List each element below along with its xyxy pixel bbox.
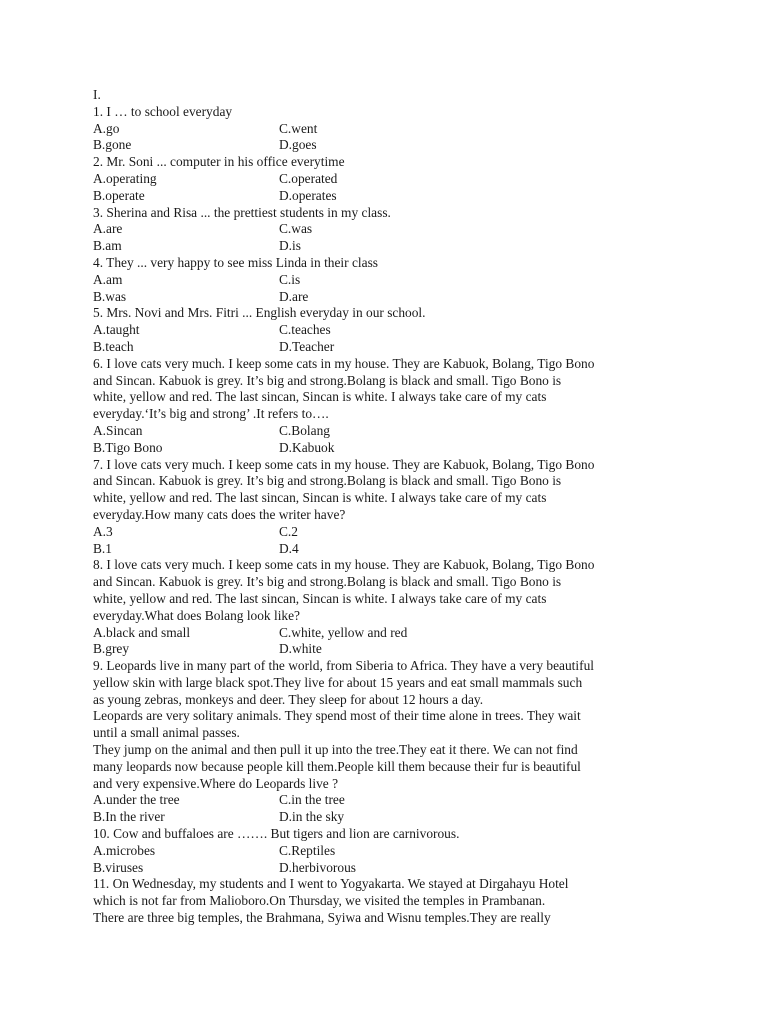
answer-option: D.operates: [279, 187, 337, 203]
answer-options-row: [93, 272, 693, 289]
answer-options-row: [93, 423, 693, 440]
answer-option: C.was: [279, 221, 313, 237]
question-text-line: and very expensive.Where do Leopards live ?: [93, 775, 339, 791]
answer-option: B.grey: [93, 641, 130, 657]
answer-option: D.white: [279, 641, 322, 657]
answer-option: B.was: [93, 288, 127, 304]
answer-options-row: [93, 171, 693, 188]
answer-option: D.Teacher: [279, 338, 335, 354]
answer-options-row: [93, 860, 693, 877]
question-text-line: 4. They ... very happy to see miss Linda in their class: [93, 254, 378, 270]
answer-option: C.teaches: [279, 322, 331, 338]
answer-option: A.taught: [93, 322, 140, 338]
question-text-line: 7. I love cats very much. I keep some cats in my house. They are Kabuok, Bolang, Tigo Bono: [93, 456, 595, 472]
question-text-line: many leopards now because people kill them.People kill them because their fur is beautiful: [93, 758, 581, 774]
answer-option: C.is: [279, 271, 301, 287]
answer-option: B.gone: [93, 137, 132, 153]
answer-option: A.under the tree: [93, 792, 180, 808]
answer-option: A.microbes: [93, 842, 156, 858]
question-text-line: and Sincan. Kabuok is grey. It’s big and strong.Bolang is black and small. Tigo Bono is: [93, 574, 562, 590]
question-text-line: There are three big temples, the Brahmana, Syiwa and Wisnu temples.They are really: [93, 910, 551, 926]
answer-options-row: [93, 289, 693, 306]
question-text-line: which is not far from Malioboro.On Thursday, we visited the temples in Prambanan.: [93, 893, 546, 909]
answer-option: D.herbivorous: [279, 859, 356, 875]
answer-option: A.operating: [93, 170, 157, 186]
answer-options-row: [93, 843, 693, 860]
answer-option: A.am: [93, 271, 123, 287]
answer-options-row: [93, 524, 693, 541]
answer-options-row: [93, 792, 693, 809]
answer-option: D.are: [279, 288, 309, 304]
answer-option: C.went: [279, 120, 318, 136]
answer-option: B.operate: [93, 187, 145, 203]
question-text-line: 6. I love cats very much. I keep some cats in my house. They are Kabuok, Bolang, Tigo Bono: [93, 355, 595, 371]
answer-option: D.4: [279, 540, 299, 556]
answer-options-row: [93, 541, 693, 558]
answer-option: A.are: [93, 221, 123, 237]
question-text-line: everyday.How many cats does the writer have?: [93, 506, 346, 522]
answer-options-row: [93, 188, 693, 205]
answer-option: B.Tigo Bono: [93, 439, 163, 455]
question-text-line: everyday.‘It’s big and strong’ .It refers to….: [93, 406, 329, 422]
worksheet-page: [93, 87, 693, 927]
question-text-line: yellow skin with large black spot.They live for about 15 years and eat small mammals such: [93, 674, 583, 690]
question-text-line: everyday.What does Bolang look like?: [93, 607, 300, 623]
question-text-line: 3. Sherina and Risa ... the prettiest students in my class.: [93, 204, 391, 220]
question-text-line: until a small animal passes.: [93, 725, 240, 741]
answer-option: C.2: [279, 523, 298, 539]
answer-options-row: [93, 809, 693, 826]
answer-options-row: [93, 322, 693, 339]
answer-option: B.teach: [93, 338, 134, 354]
question-text-line: Leopards are very solitary animals. They spend most of their time alone in trees. They wait: [93, 708, 581, 724]
question-text-line: white, yellow and red. The last sincan, Sincan is white. I always take care of my cats: [93, 490, 547, 506]
answer-option: B.am: [93, 238, 122, 254]
answer-options-row: [93, 440, 693, 457]
answer-option: C.white, yellow and red: [279, 624, 408, 640]
question-text-line: 10. Cow and buffaloes are ……. But tigers and lion are carnivorous.: [93, 826, 460, 842]
question-text-line: and Sincan. Kabuok is grey. It’s big and strong.Bolang is black and small. Tigo Bono is: [93, 473, 562, 489]
question-text-line: 1. I … to school everyday: [93, 103, 233, 119]
answer-option: B.In the river: [93, 809, 165, 825]
answer-option: A.Sincan: [93, 422, 143, 438]
question-text-line: white, yellow and red. The last sincan, Sincan is white. I always take care of my cats: [93, 590, 547, 606]
answer-option: C.in the tree: [279, 792, 345, 808]
section-header: I.: [93, 87, 101, 102]
question-text-line: They jump on the animal and then pull it up into the tree.They eat it there. We can not find: [93, 742, 578, 758]
answer-option: B.1: [93, 540, 112, 556]
question-text-line: 11. On Wednesday, my students and I went to Yogyakarta. We stayed at Dirgahayu Hotel: [93, 876, 569, 892]
answer-option: C.operated: [279, 170, 338, 186]
question-list: [93, 104, 693, 927]
answer-option: A.black and small: [93, 624, 191, 640]
question-text-line: as young zebras, monkeys and deer. They sleep for about 12 hours a day.: [93, 691, 484, 707]
answer-option: A.3: [93, 523, 113, 539]
answer-option: D.goes: [279, 137, 317, 153]
answer-options-row: [93, 339, 693, 356]
question-text-line: 9. Leopards live in many part of the world, from Siberia to Africa. They have a very beautiful: [93, 658, 594, 674]
answer-option: C.Bolang: [279, 422, 330, 438]
answer-option: A.go: [93, 120, 120, 136]
answer-options-row: [93, 641, 693, 658]
answer-options-row: [93, 625, 693, 642]
question-text-line: 2. Mr. Soni ... computer in his office everytime: [93, 154, 345, 170]
question-text-line: white, yellow and red. The last sincan, Sincan is white. I always take care of my cats: [93, 389, 547, 405]
answer-options-row: [93, 238, 693, 255]
answer-options-row: [93, 221, 693, 238]
answer-option: D.Kabuok: [279, 439, 335, 455]
question-text-line: 8. I love cats very much. I keep some cats in my house. They are Kabuok, Bolang, Tigo Bono: [93, 557, 595, 573]
answer-options-row: [93, 137, 693, 154]
question-text-line: and Sincan. Kabuok is grey. It’s big and strong.Bolang is black and small. Tigo Bono is: [93, 372, 562, 388]
answer-option: D.in the sky: [279, 809, 345, 825]
answer-option: D.is: [279, 238, 301, 254]
question-text-line: 5. Mrs. Novi and Mrs. Fitri ... English everyday in our school.: [93, 305, 426, 321]
answer-option: B.viruses: [93, 859, 144, 875]
answer-options-row: [93, 121, 693, 138]
answer-option: C.Reptiles: [279, 842, 336, 858]
